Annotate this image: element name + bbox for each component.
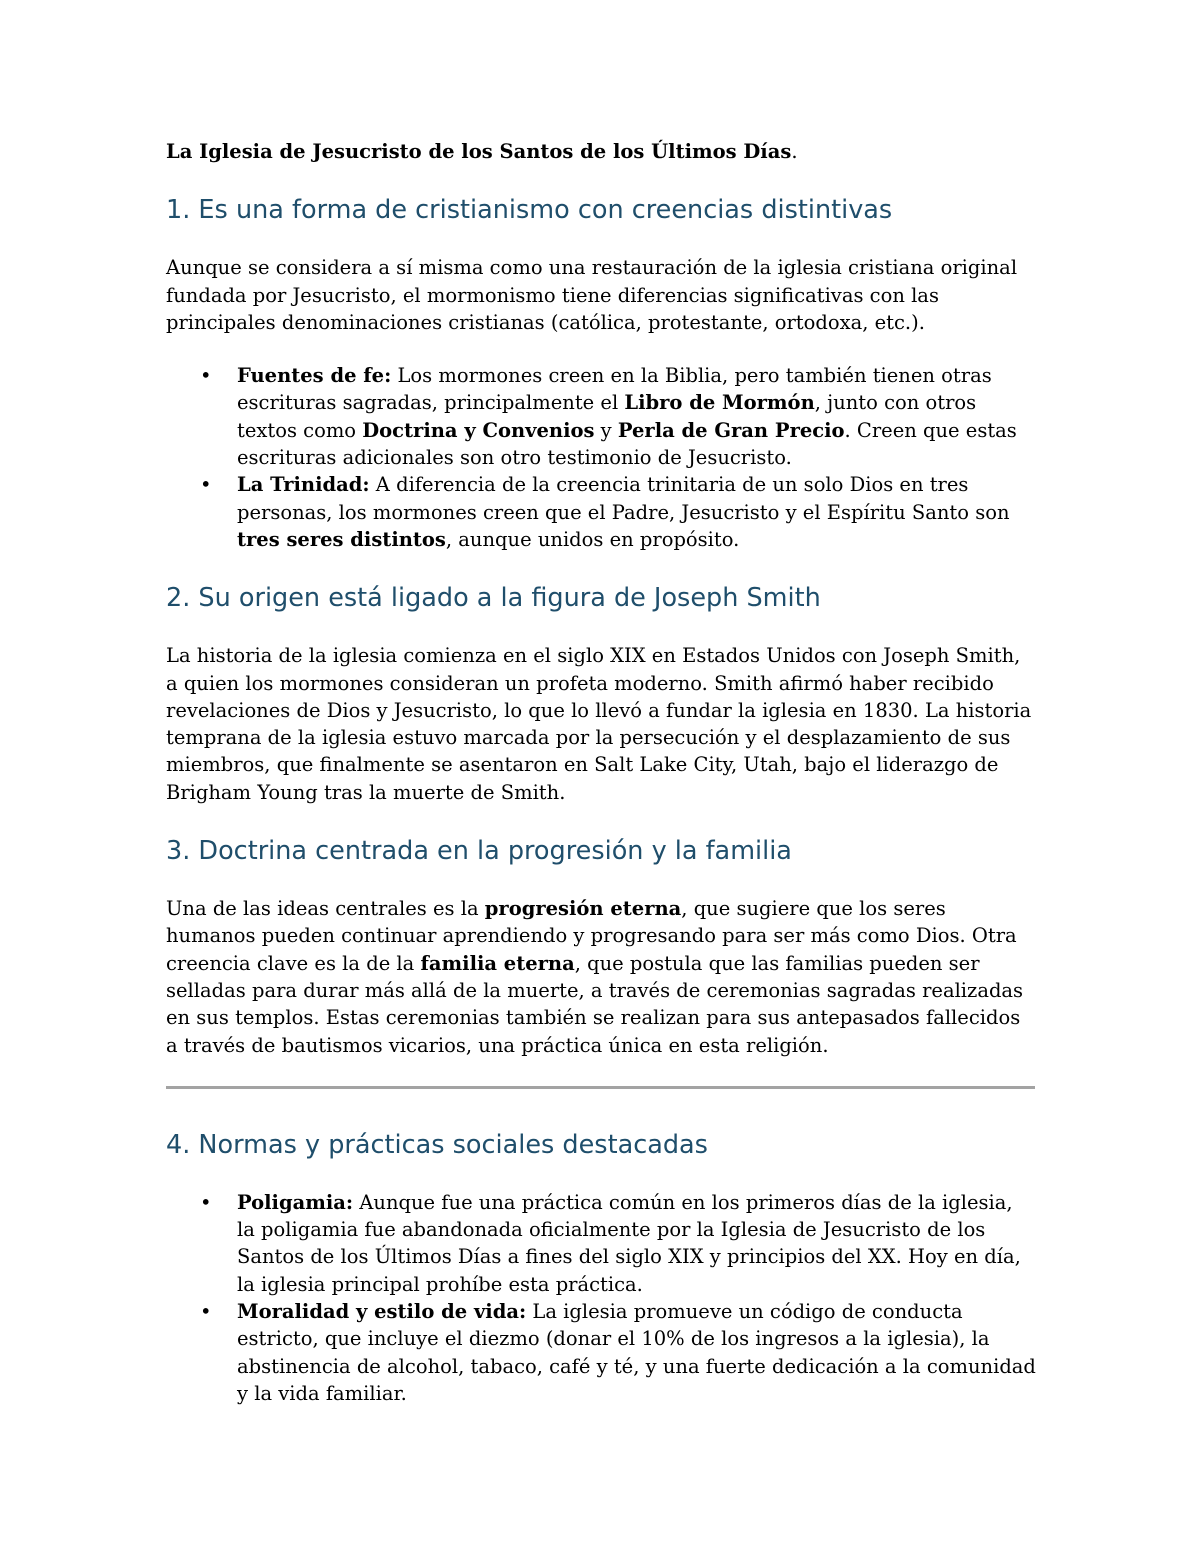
paragraph-text: , que postula que las familias pueden ser selladas para durar más allá de la muerte, a través de ceremonias sagradas realizadas en sus templos. Estas ceremonias también se realizan para sus antepasados fallecidos a través de bautismos vicarios, una práctica única en esta religión.	[166, 951, 1024, 1057]
bullet-icon: •	[200, 473, 212, 497]
section-2-paragraph: La historia de la iglesia comienza en el siglo XIX en Estados Unidos con Joseph Smith, a quien los mormones consideran un profeta moderno. Smith afirmó haber recibido revelaciones de Dios y Jesucristo, lo que lo llevó a fundar la iglesia en 1830. La historia temprana de la iglesia estuvo marcada por la persecución y el desplazamiento de sus miembros, que finalmente se asentaron en Salt Lake City, Utah, bajo el liderazgo de Brigham Young tras la muerte de Smith.	[166, 644, 1032, 804]
bullet-icon: •	[200, 364, 212, 388]
list-item-la-trinidad	[200, 471, 1036, 553]
bullet-text: La iglesia promueve un código de conducta estricto, que incluye el diezmo (donar el 10% de los ingresos a la iglesia), la abstinencia de alcohol, tabaco, café y té, y una fuerte dedicación a la comunidad y la vida familiar.	[237, 1300, 1036, 1405]
bullet-text: Aunque fue una práctica común en los primeros días de la iglesia, la poligamia fue abandonada oficialmente por la Iglesia de Jesucristo de los Santos de los Últimos Días a fines del siglo XIX y principios del XX. Hoy en día, la iglesia principal prohíbe esta práctica.	[237, 1190, 1021, 1296]
section-4-list	[166, 1189, 1036, 1407]
document-title-bold: La Iglesia de Jesucristo de los Santos de los Últimos Días	[166, 140, 792, 163]
section-3-paragraph	[166, 895, 1036, 1059]
bullet-label: Moralidad y estilo de vida:	[237, 1300, 527, 1324]
document-title-suffix: .	[791, 140, 798, 163]
section-2-heading: 2. Su origen está ligado a la figura de Joseph Smith	[166, 583, 821, 614]
bullet-label: La Trinidad:	[237, 473, 370, 497]
bullet-text: , aunque unidos en propósito.	[445, 527, 740, 551]
bullet-label: Poligamia:	[237, 1190, 354, 1214]
paragraph-text: Una de las ideas centrales es la	[166, 897, 485, 921]
bullet-icon: •	[200, 1300, 212, 1324]
list-item-fuentes-de-fe	[200, 362, 1036, 471]
document-title	[166, 138, 1036, 165]
bold-term: tres seres distintos	[237, 527, 446, 551]
bold-term: Perla de Gran Precio	[617, 418, 845, 442]
bullet-text: y	[594, 418, 618, 442]
bold-term: Doctrina y Convenios	[362, 418, 595, 442]
bullet-text: , junto con otros textos como	[237, 391, 977, 442]
bold-term: familia eterna	[420, 951, 575, 975]
section-1-paragraph: Aunque se considera a sí misma como una restauración de la iglesia cristiana original fundada por Jesucristo, el mormonismo tiene diferencias significativas con las principales denominaciones cristianas (católica, protestante, ortodoxa, etc.).	[166, 256, 1018, 334]
section-4-heading: 4. Normas y prácticas sociales destacadas	[166, 1129, 708, 1160]
bullet-text: Los mormones creen en la Biblia, pero también tienen otras escrituras sagradas, principalmente el	[237, 364, 992, 415]
bullet-icon: •	[200, 1190, 212, 1214]
bullet-text: . Creen que estas escrituras adicionales son otro testimonio de Jesucristo.	[237, 418, 1017, 470]
document-page	[166, 138, 1036, 1407]
bullet-label: Fuentes de fe:	[237, 364, 392, 388]
horizontal-rule	[166, 1086, 1035, 1089]
section-1-list	[166, 362, 1036, 553]
section-1-heading: 1. Es una forma de cristianismo con creencias distintivas	[166, 195, 893, 226]
bold-term: progresión eterna	[484, 897, 682, 921]
list-item-poligamia	[200, 1189, 1036, 1298]
bold-term: Libro de Mormón	[624, 391, 815, 415]
list-item-moralidad	[200, 1298, 1036, 1407]
section-3-heading: 3. Doctrina centrada en la progresión y la familia	[166, 836, 792, 867]
bullet-text: A diferencia de la creencia trinitaria de un solo Dios en tres personas, los mormones creen que el Padre, Jesucristo y el Espíritu Santo son	[237, 473, 1010, 524]
paragraph-text: , que sugiere que los seres humanos pueden continuar aprendiendo y progresando para ser más como Dios. Otra creencia clave es la de la	[166, 897, 1017, 975]
